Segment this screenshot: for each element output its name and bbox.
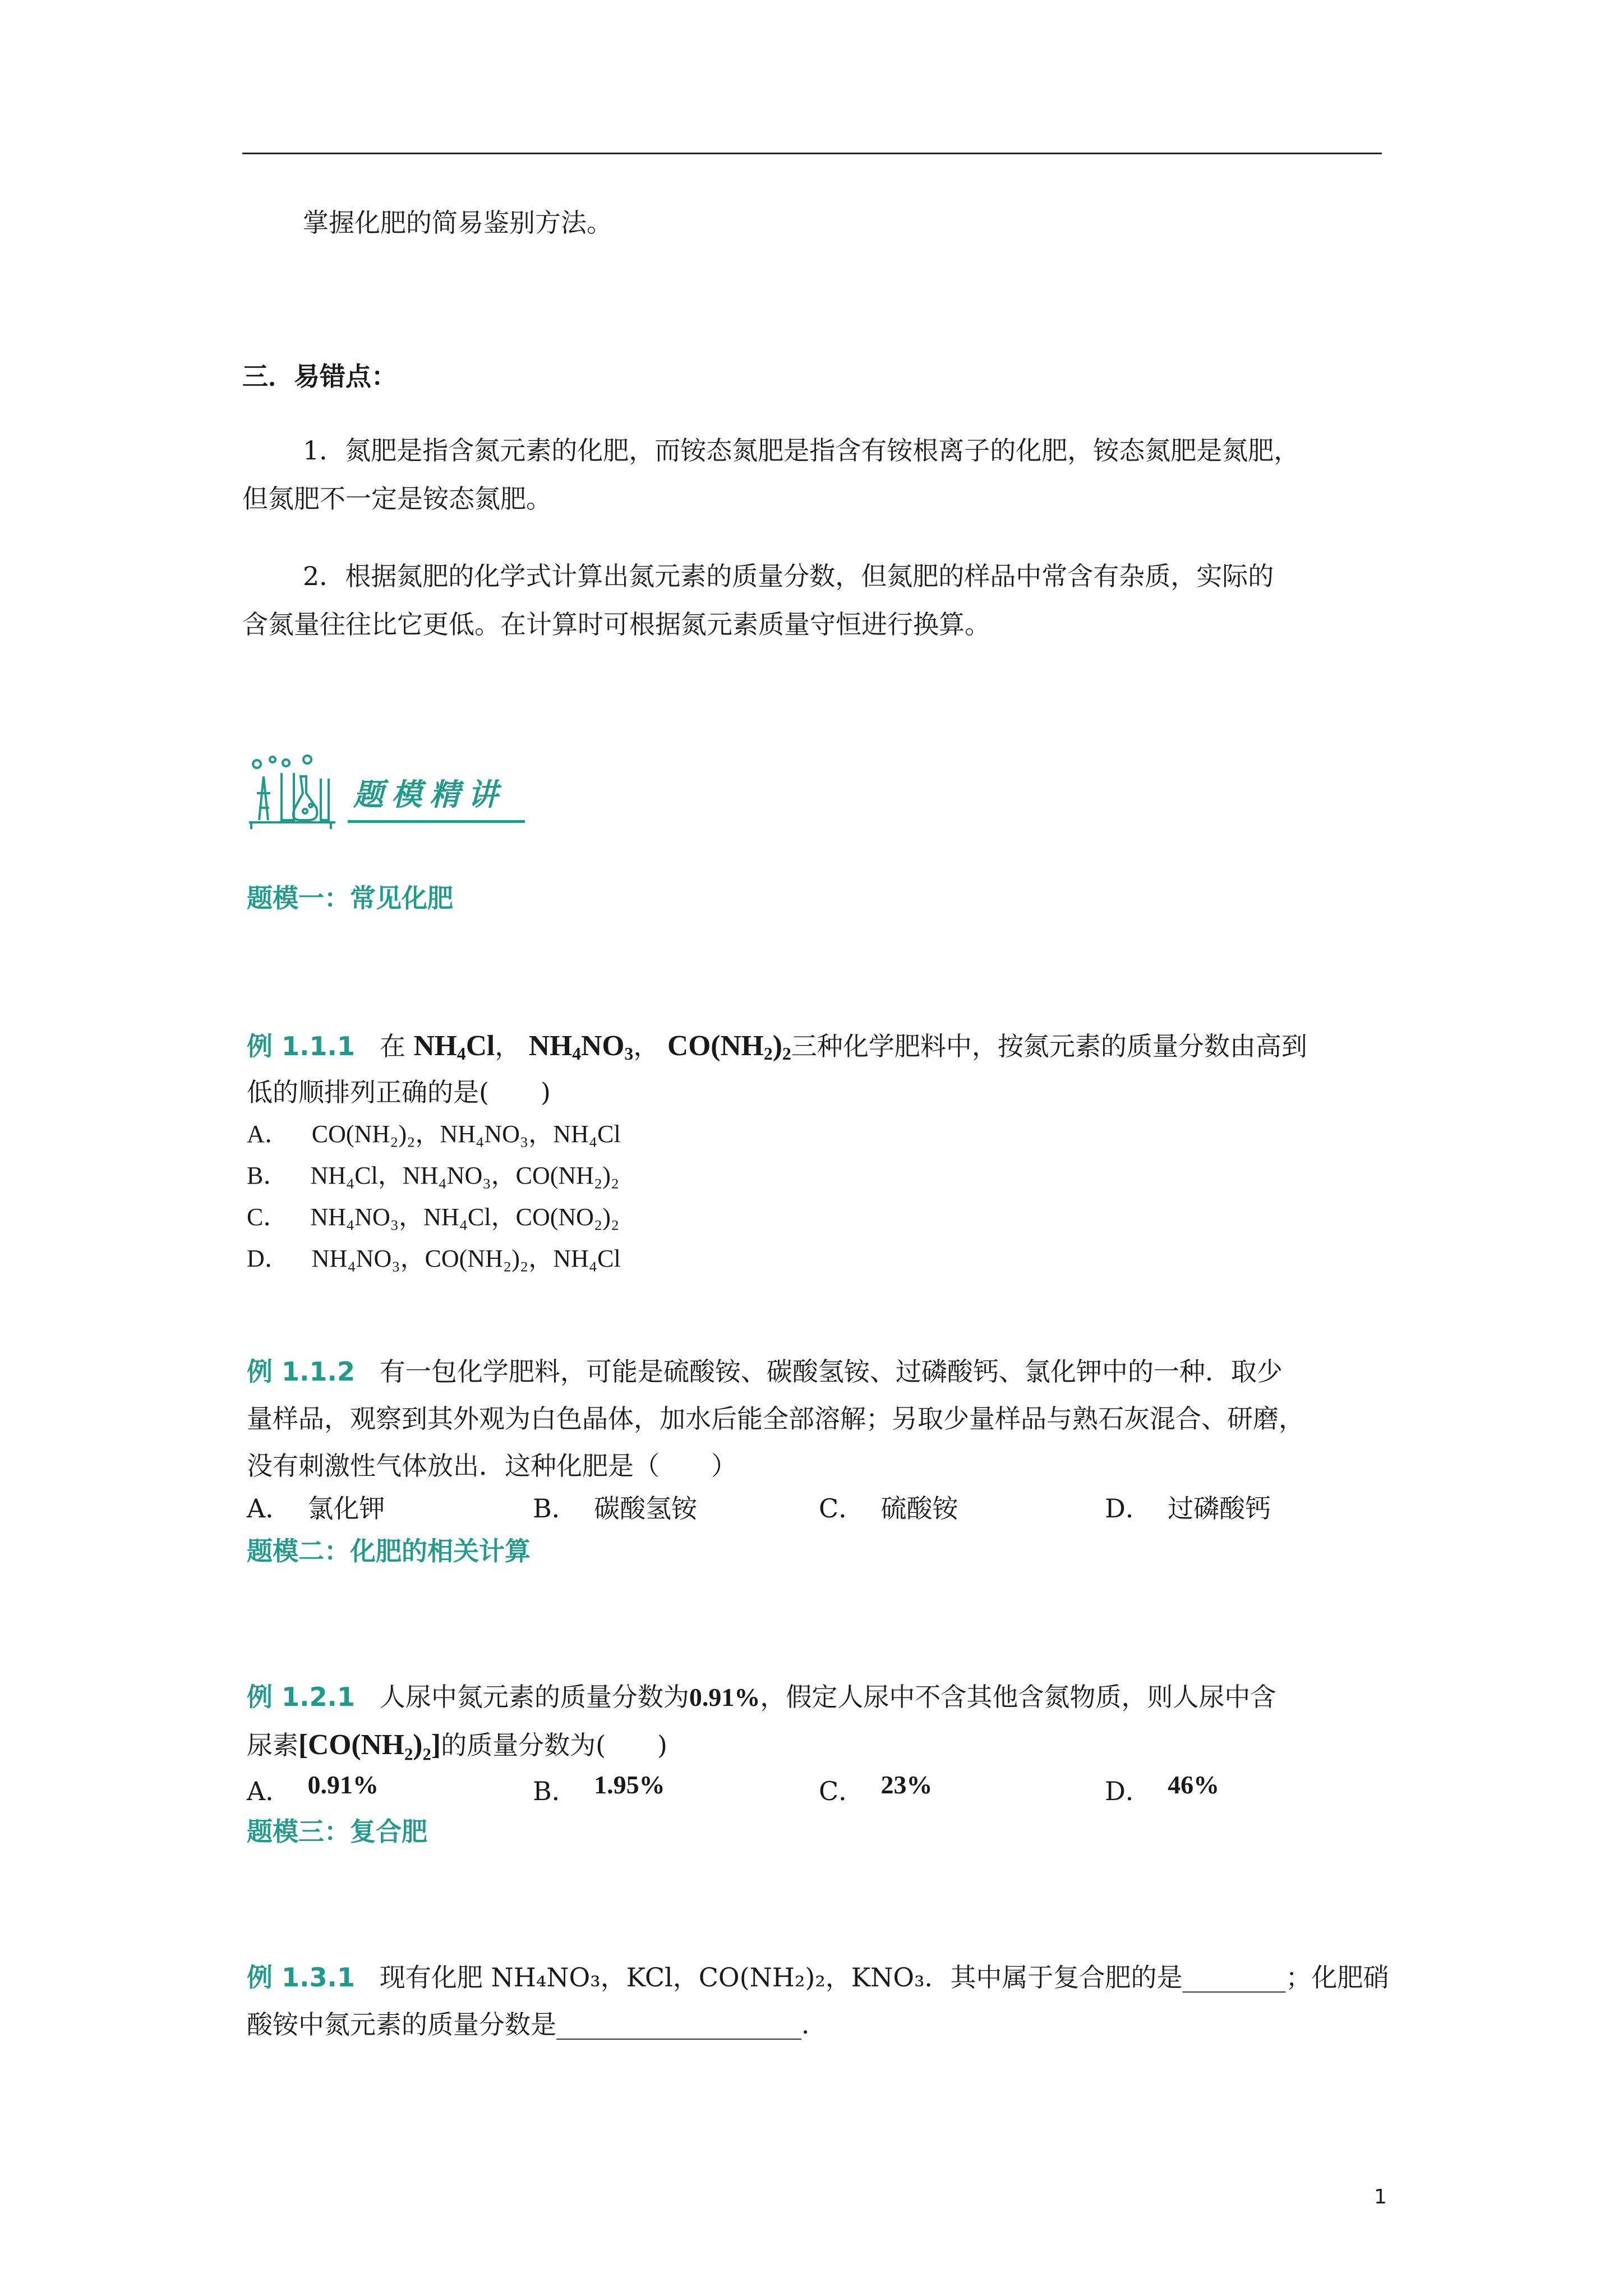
option-b: B． 1.95% (533, 1770, 665, 1806)
example-1-3-1-line1 (247, 1953, 1389, 2001)
section-header (247, 754, 538, 832)
page-number: 1 (1374, 2185, 1387, 2208)
option-a: A． 0.91% (247, 1770, 379, 1806)
option-d: D． 过磷酸钙 (1105, 1493, 1271, 1524)
example-1-1-1-line2: 低的顺排列正确的是( ) (247, 1077, 551, 1107)
text: ， (495, 1031, 521, 1061)
section-3-title: 三．易错点： (242, 361, 397, 392)
example-1-2-1-line1 (247, 1673, 1276, 1722)
option-d: D． 46% (1105, 1770, 1220, 1806)
example-label: 例 1.3.1 (247, 1962, 355, 1993)
text: 有一包化学肥料，可能是硫酸铵、碳酸氢铵、过磷酸钙、氯化钾中的一种．取少 (379, 1356, 1283, 1387)
option-a: A． 氯化钾 (247, 1493, 385, 1524)
option-d: D． NH₄NO₃，CO(NH₂)₂，NH₄Cl (247, 1245, 621, 1272)
text: 在 (379, 1031, 405, 1061)
example-label: 例 1.1.2 (247, 1356, 355, 1387)
example-1-1-2-line3: 没有刺激性气体放出．这种化肥是（ ） (247, 1451, 737, 1481)
example-1-1-1-line1 (247, 1022, 1307, 1070)
text: ， (633, 1031, 660, 1061)
formula-nh4no3: $NH_4NO_3$ (528, 1030, 634, 1064)
option-c: C． NH₄NO₃，NH₄Cl，CO(NO₂)₂ (247, 1203, 620, 1231)
option-a: A． CO(NH₂)₂，NH₄NO₃，NH₄Cl (247, 1120, 621, 1148)
header-rule (242, 153, 1382, 154)
text: ，假定人尿中不含其他含氮物质，则人尿中含 (760, 1682, 1276, 1712)
text: 尿素 (247, 1730, 298, 1760)
intro-line: 掌握化肥的简易鉴别方法。 (303, 208, 612, 238)
error-point-1-line1: 1．氮肥是指含氮元素的化肥，而铵态氮肥是指含有铵根离子的化肥，铵态氮肥是氮肥， (303, 435, 1300, 466)
lab-flask-icon (247, 754, 336, 832)
formula-urea: [CO(NH₂)₂] (298, 1729, 441, 1761)
error-point-2-line1: 2．根据氮肥的化学式计算出氮元素的质量分数，但氮肥的样品中常含有杂质，实际的 (303, 561, 1274, 591)
formula-nh4cl: $NH_4Cl$ (413, 1030, 495, 1064)
option-c: C． 硫酸铵 (819, 1493, 958, 1524)
section-header-title: 题模精讲 (353, 776, 506, 812)
option-b: B． NH₄Cl，NH₄NO₃，CO(NH₂)₂ (247, 1162, 620, 1189)
example-1-1-2-line1 (247, 1347, 1283, 1396)
text: 现有化肥 NH₄NO₃，KCl，CO(NH₂)₂，KNO₃．其中属于复合肥的是________；化肥硝 (379, 1962, 1389, 1993)
formula-urea: $CO(NH_2)_2$ (667, 1030, 791, 1064)
module-1-title: 题模一：常见化肥 (247, 883, 453, 913)
example-1-1-2-line2: 量样品，观察到其外观为白色晶体，加水后能全部溶解；另取少量样品与熟石灰混合、研磨， (247, 1404, 1304, 1434)
text: 三种化学肥料中，按氮元素的质量分数由高到 (791, 1031, 1307, 1061)
text: 的质量分数为( ) (441, 1730, 667, 1760)
example-label: 例 1.2.1 (247, 1682, 355, 1712)
module-3-title: 题模三：复合肥 (247, 1816, 427, 1847)
example-1-3-1-line2: 酸铵中氮元素的质量分数是___________________． (247, 2009, 827, 2040)
option-c: C． 23% (819, 1770, 933, 1806)
module-2-title: 题模二：化肥的相关计算 (247, 1536, 531, 1566)
section-header-underline (348, 820, 525, 823)
percent: 0.91% (689, 1683, 760, 1711)
error-point-2-line2: 含氮量往往比它更低。在计算时可根据氮元素质量守恒进行换算。 (242, 609, 990, 639)
error-point-1-line2: 但氮肥不一定是铵态氮肥。 (242, 484, 552, 514)
option-b: B． 碳酸氢铵 (533, 1493, 698, 1524)
example-label: 例 1.1.1 (247, 1031, 355, 1061)
text: 人尿中氮元素的质量分数为 (379, 1682, 689, 1712)
